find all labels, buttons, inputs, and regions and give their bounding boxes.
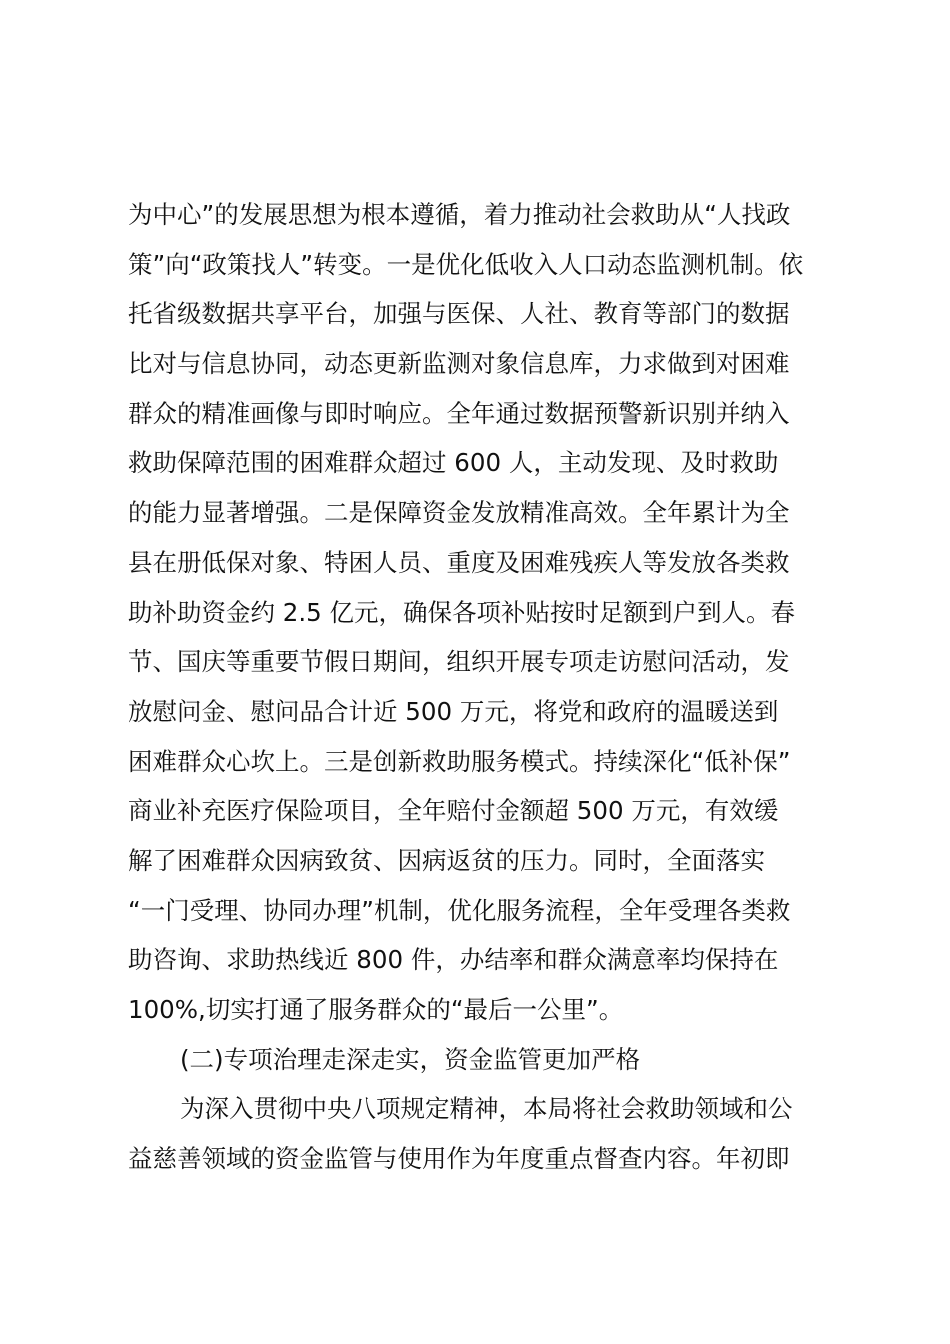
paragraph-line: 为深入贯彻中央八项规定精神，本局将社会救助领域和公 [180,1094,793,1124]
paragraph-line: 托省级数据共享平台，加强与医保、人社、教育等部门的数据 [128,299,790,329]
paragraph-line: 县在册低保对象、特困人员、重度及困难残疾人等发放各类救 [128,547,790,577]
paragraph-line: 助补助资金约 2.5 亿元，确保各项补贴按时足额到户到人。春 [128,597,796,627]
paragraph-line: 群众的精准画像与即时响应。全年通过数据预警新识别并纳入 [128,398,790,428]
paragraph-line: 解了困难群众因病致贫、因病返贫的压力。同时，全面落实 [128,845,765,875]
paragraph-line: 为中心”的发展思想为根本遵循，着力推动社会救助从“人找政 [128,200,791,229]
paragraph-line: 100%,切实打通了服务群众的“最后一公里”。 [128,995,624,1024]
document-body [128,190,828,1184]
section-heading: (二)专项治理走深走实，资金监管更加严格 [180,1044,641,1074]
paragraph-line: “一门受理、协同办理”机制，优化服务流程，全年受理各类救 [128,895,791,925]
paragraph-line: 比对与信息协同，动态更新监测对象信息库，力求做到对困难 [128,349,790,379]
paragraph-line: 困难群众心坎上。三是创新救助服务模式。持续深化“低补保” [128,746,791,776]
paragraph-line: 策”向“政策找人”转变。一是优化低收入人口动态监测机制。依 [128,249,804,279]
paragraph-line: 助咨询、求助热线近 800 件，办结率和群众满意率均保持在 [128,945,779,975]
paragraph-line: 放慰问金、慰问品合计近 500 万元，将党和政府的温暖送到 [128,696,779,726]
paragraph-line: 商业补充医疗保险项目，全年赔付金额超 500 万元，有效缓 [128,796,779,826]
paragraph-line: 的能力显著增强。二是保障资金发放精准高效。全年累计为全 [128,498,790,528]
paragraph-line: 救助保障范围的困难群众超过 600 人，主动发现、及时救助 [128,448,779,478]
paragraph-line: 节、国庆等重要节假日期间，组织开展专项走访慰问活动，发 [128,647,790,677]
paragraph-line: 益慈善领域的资金监管与使用作为年度重点督查内容。年初即 [128,1144,790,1174]
